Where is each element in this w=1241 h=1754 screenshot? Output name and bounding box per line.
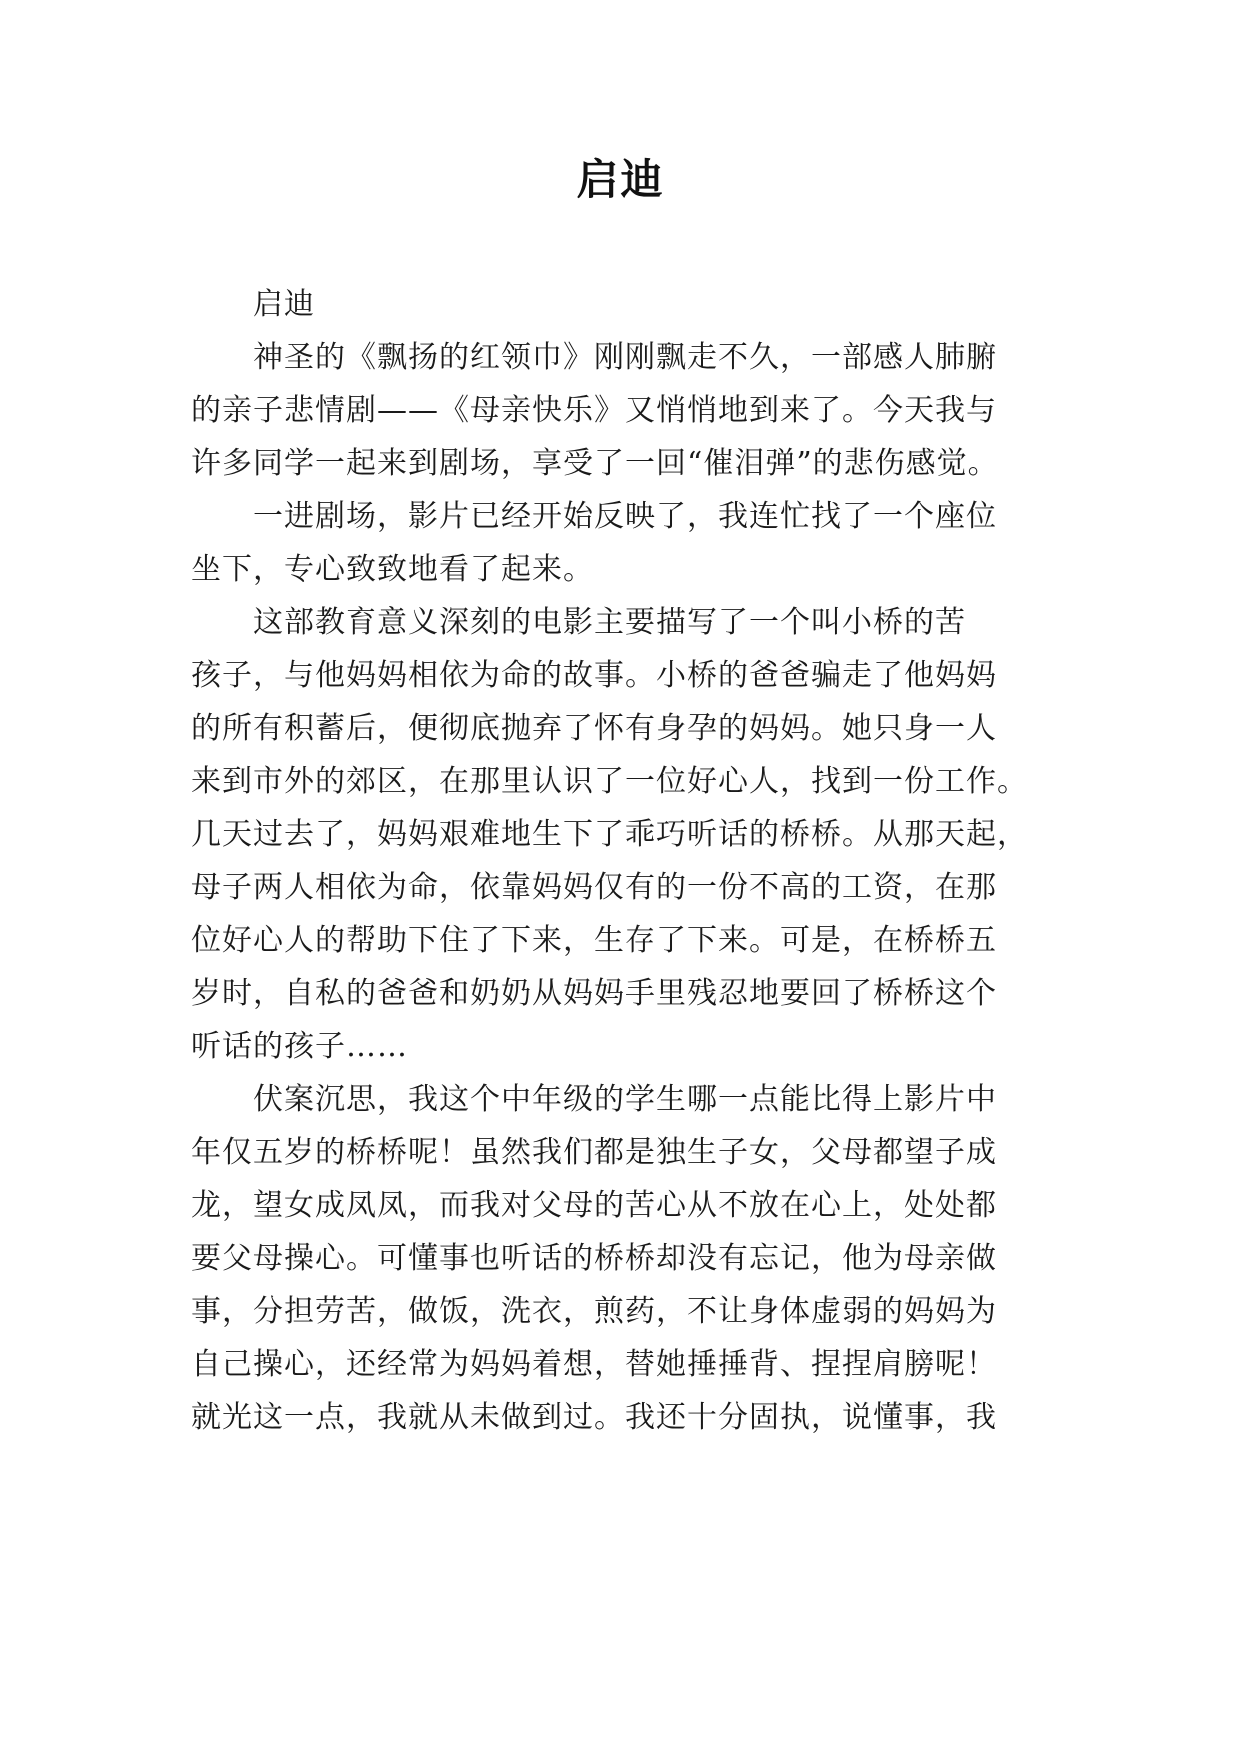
text-line: 孩子，与他妈妈相依为命的故事。小桥的爸爸骗走了他妈妈: [191, 658, 997, 693]
text-line: 这部教育意义深刻的电影主要描写了一个叫小桥的苦: [253, 605, 966, 640]
text-line: 事，分担劳苦，做饭，洗衣，煎药，不让身体虚弱的妈妈为: [191, 1294, 997, 1329]
text-line: 年仅五岁的桥桥呢！虽然我们都是独生子女，父母都望子成: [191, 1135, 997, 1170]
text-line: 位好心人的帮助下住了下来，生存了下来。可是，在桥桥五: [191, 923, 997, 958]
text-line: 来到市外的郊区，在那里认识了一位好心人，找到一份工作。: [191, 764, 1028, 799]
text-line: 的亲子悲情剧——《母亲快乐》又悄悄地到来了。今天我与: [191, 393, 997, 428]
text-line: 坐下，专心致致地看了起来。: [191, 552, 594, 587]
text-line: 启迪: [253, 287, 315, 322]
text-line: 神圣的《飘扬的红领巾》刚刚飘走不久，一部感人肺腑: [253, 340, 997, 375]
text-line: 就光这一点，我就从未做到过。我还十分固执，说懂事，我: [191, 1400, 997, 1435]
text-line: 母子两人相依为命，依靠妈妈仅有的一份不高的工资，在那: [191, 870, 997, 905]
text-line: 一进剧场，影片已经开始反映了，我连忙找了一个座位: [253, 499, 997, 534]
text-line: 听话的孩子……: [191, 1029, 408, 1064]
document-title: 启迪: [576, 155, 665, 204]
text-line: 龙，望女成凤凤，而我对父母的苦心从不放在心上，处处都: [191, 1188, 997, 1223]
text-line: 伏案沉思，我这个中年级的学生哪一点能比得上影片中: [253, 1082, 997, 1117]
text-line: 的所有积蓄后，便彻底抛弃了怀有身孕的妈妈。她只身一人: [191, 711, 997, 746]
text-line: 自己操心，还经常为妈妈着想，替她捶捶背、捏捏肩膀呢！: [191, 1347, 997, 1382]
text-line: 要父母操心。可懂事也听话的桥桥却没有忘记，他为母亲做: [191, 1241, 997, 1276]
text-line: 许多同学一起来到剧场，享受了一回“催泪弹”的悲伤感觉。: [191, 446, 999, 481]
text-line: 岁时，自私的爸爸和奶奶从妈妈手里残忍地要回了桥桥这个: [191, 976, 997, 1011]
text-line: 几天过去了，妈妈艰难地生下了乖巧听话的桥桥。从那天起，: [191, 817, 1028, 852]
